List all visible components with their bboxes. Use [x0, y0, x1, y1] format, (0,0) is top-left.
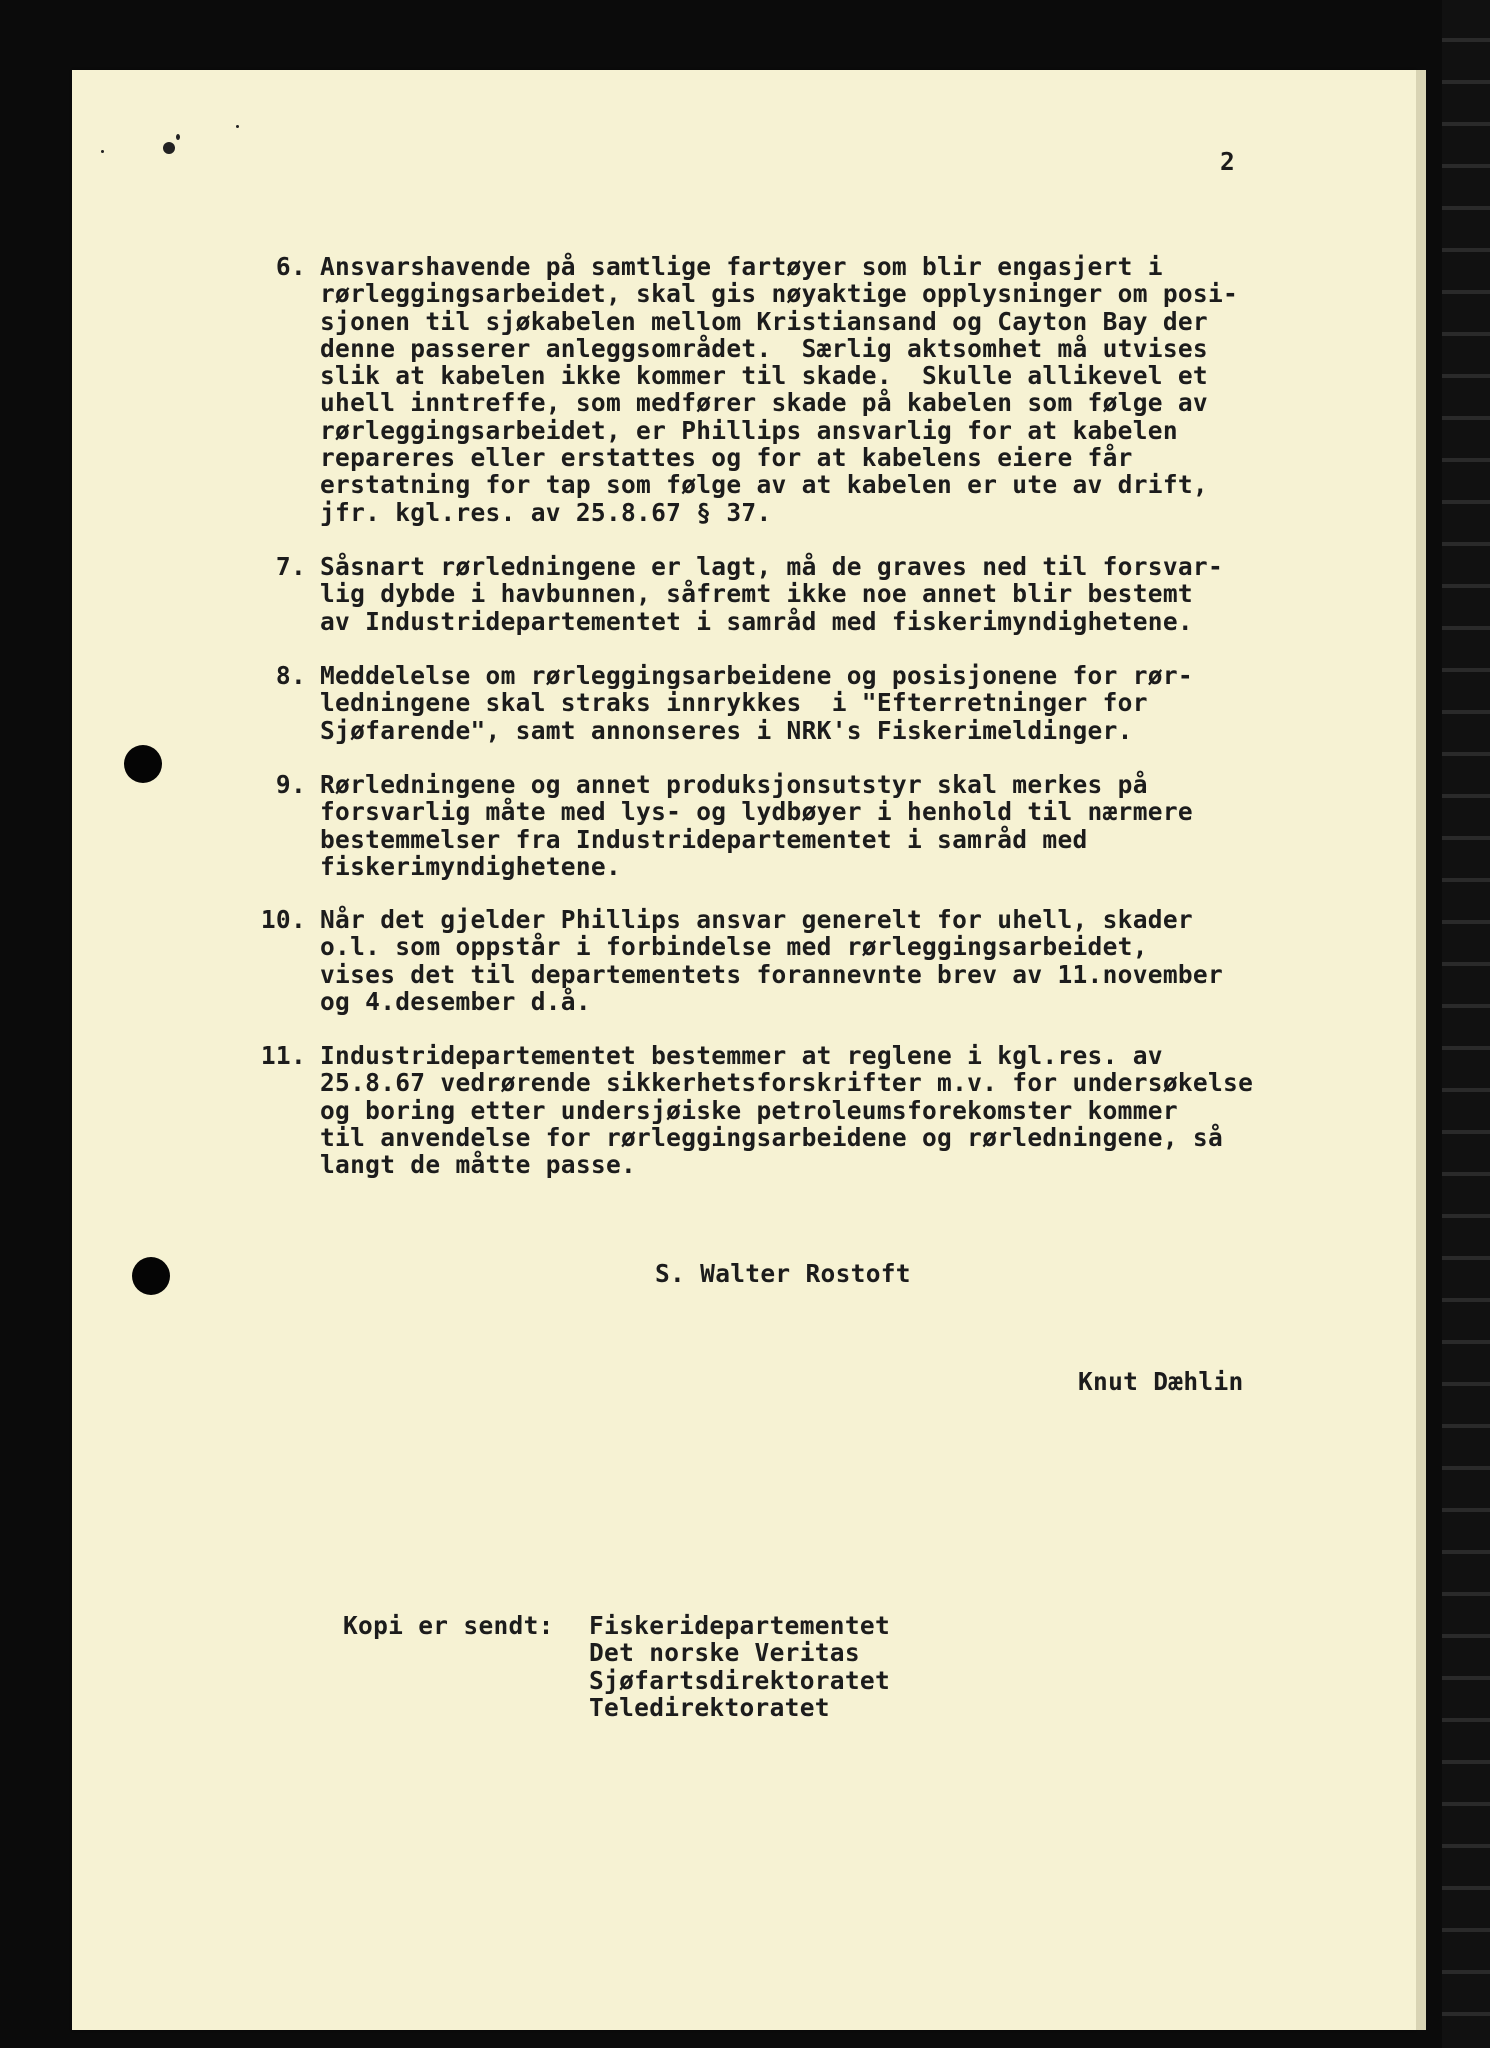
item-text-line: repareres eller erstattes og for at kabelens eiere får: [320, 443, 1133, 473]
item-text-line: Såsnart rørledningene er lagt, må de graves ned til forsvar-: [320, 552, 1224, 581]
ink-mark: [236, 125, 239, 128]
page-number: 2: [1220, 147, 1236, 176]
copy-recipient: Sjøfartsdirektoratet: [589, 1665, 891, 1695]
item-text-line: fiskerimyndighetene.: [320, 851, 622, 881]
copies-label: Kopi er sendt:: [343, 1611, 554, 1640]
item-text-line: langt de måtte passe.: [320, 1150, 637, 1180]
list-item: [260, 1041, 1420, 1180]
item-text-line: o.l. som oppstår i forbindelse med rørleggingsarbeidet,: [320, 932, 1148, 962]
item-number: 8.: [275, 661, 306, 690]
item-text-line: vises det til departementets forannevnte brev av 11.november: [320, 959, 1224, 989]
item-number: 11.: [260, 1041, 306, 1070]
copy-recipient: Det norske Veritas: [589, 1638, 860, 1668]
item-number: 7.: [275, 552, 306, 581]
list-item: [275, 770, 1420, 881]
ink-mark: [163, 142, 175, 154]
list-item: [275, 252, 1420, 527]
item-text-line: erstatning for tap som følge av at kabelen er ute av drift,: [320, 470, 1208, 500]
item-text-line: Rørledningene og annet produksjonsutstyr skal merkes på: [320, 770, 1148, 799]
item-number: 10.: [260, 905, 306, 934]
list-item: [260, 905, 1420, 1016]
item-text-line: jfr. kgl.res. av 25.8.67 § 37.: [320, 497, 772, 527]
item-text-line: rørleggingsarbeidet, er Phillips ansvarlig for at kabelen: [320, 415, 1178, 445]
punch-hole: [132, 1257, 170, 1295]
item-text-line: 25.8.67 vedrørende sikkerhetsforskrifter m.v. for undersøkelse: [320, 1068, 1254, 1098]
item-text-line: og boring etter undersjøiske petroleumsforekomster kommer: [320, 1095, 1178, 1125]
item-text-line: ledningene skal straks innrykkes i "Efterretninger for: [320, 688, 1148, 718]
item-text-line: sjonen til sjøkabelen mellom Kristiansand og Cayton Bay der: [320, 306, 1208, 336]
list-item: [275, 661, 1420, 745]
item-text-line: av Industridepartementet i samråd med fiskerimyndighetene.: [320, 606, 1193, 636]
item-text-line: bestemmelser fra Industridepartementet i samråd med: [320, 824, 1088, 854]
item-text-line: Når det gjelder Phillips ansvar generelt for uhell, skader: [320, 905, 1193, 934]
item-text-line: Sjøfarende", samt annonseres i NRK's Fiskerimeldinger.: [320, 715, 1133, 745]
ink-mark: [176, 134, 180, 140]
item-number: 9.: [275, 770, 306, 799]
copy-recipient: Fiskeridepartementet: [589, 1611, 891, 1640]
signature-first: S. Walter Rostoft: [655, 1259, 911, 1288]
item-text-line: forsvarlig måte med lys- og lydbøyer i henhold til nærmere: [320, 797, 1193, 827]
item-text-line: uhell inntreffe, som medfører skade på kabelen som følge av: [320, 388, 1208, 418]
copy-recipient: Teledirektoratet: [589, 1692, 830, 1722]
signature-second: Knut Dæhlin: [1078, 1367, 1244, 1396]
ink-mark: [101, 150, 104, 153]
item-text-line: Ansvarshavende på samtlige fartøyer som blir engasjert i: [320, 252, 1163, 281]
item-text-line: til anvendelse for rørleggingsarbeidene og rørledningene, så: [320, 1122, 1224, 1152]
punch-hole: [124, 745, 162, 783]
item-text-line: Meddelelse om rørleggingsarbeidene og posisjonene for rør-: [320, 661, 1193, 690]
item-text-line: og 4.desember d.å.: [320, 986, 591, 1016]
item-text-line: lig dybde i havbunnen, såfremt ikke noe annet blir bestemt: [320, 579, 1193, 609]
film-edge: [1442, 0, 1490, 2048]
item-number: 6.: [275, 252, 306, 281]
copies-list: [589, 1612, 890, 1721]
item-text-line: Industridepartementet bestemmer at reglene i kgl.res. av: [320, 1041, 1163, 1070]
item-text-line: rørleggingsarbeidet, skal gis nøyaktige opplysninger om posi-: [320, 279, 1239, 309]
list-item: [275, 552, 1420, 636]
item-text-line: slik at kabelen ikke kommer til skade. Skulle allikevel et: [320, 361, 1208, 391]
item-text-line: denne passerer anleggsområdet. Særlig aktsomhet må utvises: [320, 333, 1208, 363]
